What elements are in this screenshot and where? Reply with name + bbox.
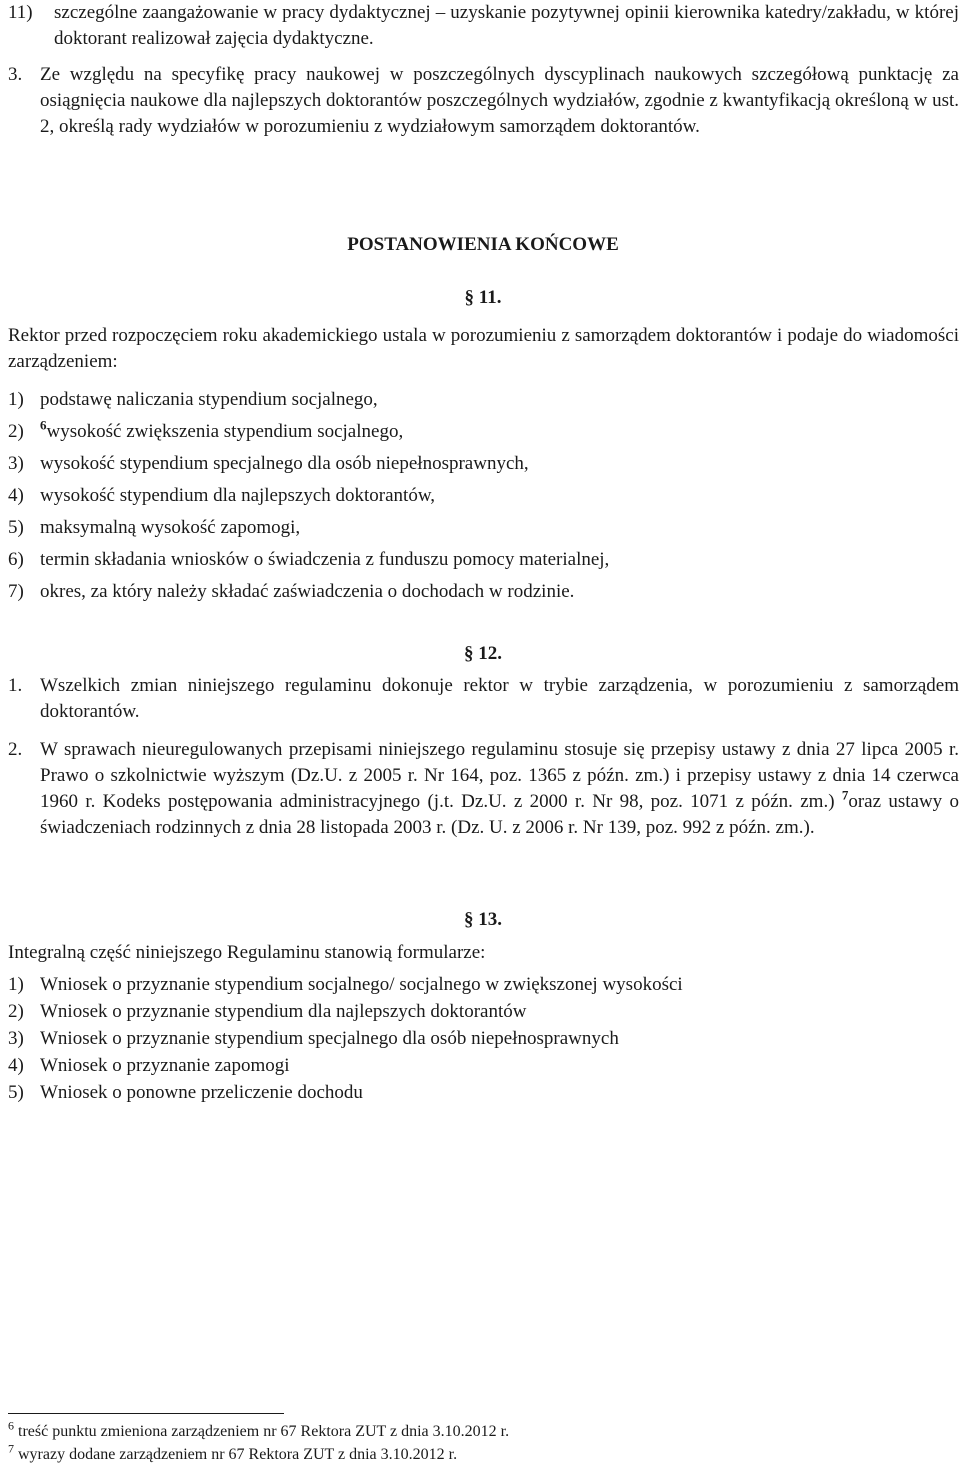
list-item: 3) Wniosek o przyznanie stypendium specjalnego dla osób niepełnosprawnych	[8, 1028, 619, 1049]
section-heading: POSTANOWIENIA KOŃCOWE	[347, 234, 619, 255]
numbered-point-3	[8, 62, 959, 140]
paragraph-13-list	[8, 972, 959, 1107]
paragraph-12-point-2: 2. W sprawach nieuregulowanych przepisami niniejszego regulaminu stosuje się przepisy ustawy z dnia 27 lipca 2005 r. Prawo o szkolnictwie wyższym (Dz.U. z 2005 r. Nr 164, poz. 1365 z późn. zm.) i przepisy ustawy z dnia 14 czerwca 1960 r. Kodeks postępowania administracyjnego (j.t. Dz.U. z 2000 r. Nr 98, poz. 1071 z późn. zm.) $^7$oraz ustawy o świadczeniach rodzinnych z dnia 28 listopada 2003 r. (Dz. U. z 2006 r. Nr 139, poz. 992 z późn. zm.).	[8, 739, 959, 838]
list-item: 5) Wniosek o ponowne przeliczenie dochodu	[8, 1082, 363, 1103]
list-item: 3) wysokość stypendium specjalnego dla osób niepełnosprawnych,	[8, 453, 529, 474]
footnote-6: $^6$ treść punktu zmieniona zarządzeniem nr 67 Rektora ZUT z dnia 3.10.2012 r.	[8, 1418, 510, 1440]
footnote-ref-7: 7	[841, 787, 849, 803]
footnote-7: $^7$ wyrazy dodane zarządzeniem nr 67 Rektora ZUT z dnia 3.10.2012 r.	[8, 1441, 458, 1463]
footnote-separator	[8, 1413, 284, 1414]
list-item: 1) Wniosek o przyznanie stypendium socjalnego/ socjalnego w zwiększonej wysokości	[8, 974, 683, 995]
list-item: 5) maksymalną wysokość zapomogi,	[8, 517, 301, 538]
list-item: 2) $^6$wysokość zwiększenia stypendium socjalnego,	[8, 417, 404, 442]
item-number: 11)	[8, 2, 33, 23]
list-item: 1) podstawę naliczania stypendium socjalnego,	[8, 389, 378, 410]
paragraph-11-list	[8, 387, 959, 611]
list-item: 4) Wniosek o przyznanie zapomogi	[8, 1055, 290, 1076]
paragraph-11-label: § 11.	[464, 287, 502, 308]
footnote-ref-6: 6	[40, 417, 47, 433]
item-text: szczególne zaangażowanie w pracy dydaktycznej – uzyskanie pozytywnej opinii kierownika katedry/zakładu, w której doktorant realizował zajęcia dydaktyczne.	[54, 2, 959, 49]
paragraph-12-point-1: 1. Wszelkich zmian niniejszego regulaminu dokonuje rektor w trybie zarządzenia, w porozumieniu z samorządem doktorantów.	[8, 675, 959, 722]
paragraph-12-label: § 12.	[464, 643, 502, 664]
list-item: 6) termin składania wniosków o świadczenia z funduszu pomocy materialnej,	[8, 549, 610, 570]
item-text: Ze względu na specyfikę pracy naukowej w poszczególnych dyscyplinach naukowych szczegółową punktację za osiągnięcia naukowe dla najlepszych doktorantów poszczególnych wydziałów, zgodnie z kwantyfikacją określoną w ust. 2, określą rady wydziałów w porozumieniu z wydziałowym samorządem doktorantów.	[40, 64, 959, 137]
paragraph-13-label: § 13.	[464, 909, 502, 930]
paragraph-11-intro: Rektor przed rozpoczęciem roku akademickiego ustala w porozumieniu z samorządem doktorantów i podaje do wiadomości zarządzeniem:	[8, 325, 959, 372]
list-item: 7) okres, za który należy składać zaświadczenia o dochodach w rodzinie.	[8, 581, 575, 602]
paragraph-13-intro: Integralną część niniejszego Regulaminu stanowią formularze:	[8, 942, 486, 963]
item-number: 3.	[8, 64, 23, 85]
list-item: 4) wysokość stypendium dla najlepszych doktorantów,	[8, 485, 436, 506]
list-item: 2) Wniosek o przyznanie stypendium dla najlepszych doktorantów	[8, 1001, 527, 1022]
list-item-11	[8, 0, 959, 52]
